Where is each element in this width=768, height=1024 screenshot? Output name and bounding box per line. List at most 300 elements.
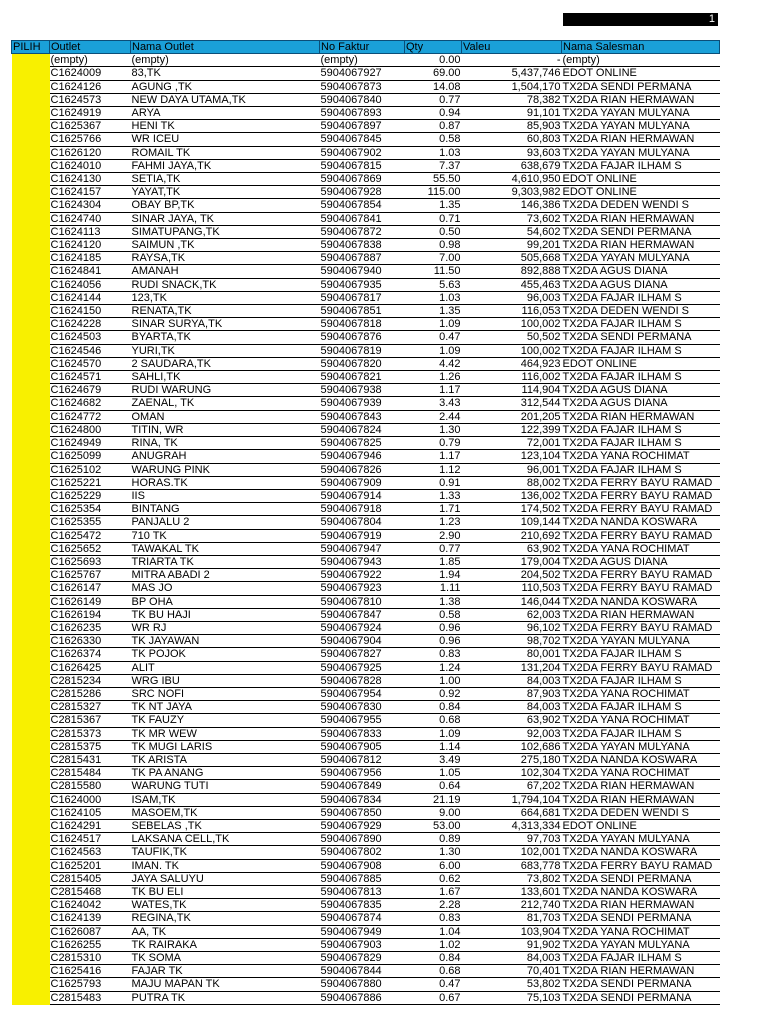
nama-salesman-cell: TX2DA RIAN HERMAWAN [562, 899, 720, 912]
pilih-cell[interactable] [12, 93, 50, 106]
nama-outlet-cell: SAHLI,TK [131, 371, 320, 384]
table-row [12, 833, 720, 846]
valeu-cell: 63,902 [462, 714, 562, 727]
table-row [12, 938, 720, 951]
nama-salesman-cell: TX2DA FERRY BAYU RAMAD [562, 621, 720, 634]
nama-salesman-cell: TX2DA FAJAR ILHAM S [562, 371, 720, 384]
pilih-cell[interactable] [12, 687, 50, 700]
table-row [12, 93, 720, 106]
pilih-cell[interactable] [12, 714, 50, 727]
valeu-cell: 683,778 [462, 859, 562, 872]
pilih-cell[interactable] [12, 450, 50, 463]
outlet-cell: C2815327 [50, 701, 131, 714]
no-faktur-cell: 5904067924 [320, 621, 405, 634]
table-row [12, 846, 720, 859]
pilih-cell[interactable] [12, 239, 50, 252]
nama-salesman-cell: TX2DA FAJAR ILHAM S [562, 291, 720, 304]
pilih-cell[interactable] [12, 252, 50, 265]
pilih-cell[interactable] [12, 648, 50, 661]
no-faktur-cell: 5904067946 [320, 450, 405, 463]
no-faktur-cell: 5904067804 [320, 516, 405, 529]
nama-salesman-cell: TX2DA FERRY BAYU RAMAD [562, 503, 720, 516]
table-row [12, 212, 720, 225]
valeu-cell: 99,201 [462, 239, 562, 252]
pilih-cell[interactable] [12, 912, 50, 925]
qty-cell: 0.83 [405, 912, 462, 925]
qty-cell: 1.35 [405, 199, 462, 212]
pilih-cell[interactable] [12, 727, 50, 740]
outlet-cell: C2815431 [50, 753, 131, 766]
pilih-cell[interactable] [12, 819, 50, 832]
no-faktur-cell: 5904067885 [320, 872, 405, 885]
nama-salesman-cell: TX2DA RIAN HERMAWAN [562, 793, 720, 806]
qty-cell: 1.38 [405, 595, 462, 608]
outlet-cell: C2815580 [50, 780, 131, 793]
no-faktur-cell: 5904067843 [320, 410, 405, 423]
nama-salesman-cell: TX2DA FERRY BAYU RAMAD [562, 859, 720, 872]
nama-outlet-cell: SINAR JAYA, TK [131, 212, 320, 225]
outlet-cell: C1626235 [50, 621, 131, 634]
outlet-cell: C2815405 [50, 872, 131, 885]
pilih-cell[interactable] [12, 476, 50, 489]
pilih-cell[interactable] [12, 991, 50, 1004]
table-row [12, 819, 720, 832]
table-row [12, 767, 720, 780]
pilih-cell[interactable] [12, 503, 50, 516]
qty-cell: 6.00 [405, 859, 462, 872]
outlet-cell: C1624563 [50, 846, 131, 859]
pilih-cell[interactable] [12, 54, 50, 67]
table-row [12, 687, 720, 700]
nama-outlet-cell: RUDI SNACK,TK [131, 278, 320, 291]
qty-cell: 1.09 [405, 727, 462, 740]
no-faktur-cell: 5904067844 [320, 965, 405, 978]
nama-outlet-cell: (empty) [131, 54, 320, 67]
nama-outlet-cell: WATES,TK [131, 899, 320, 912]
qty-cell: 0.62 [405, 872, 462, 885]
table-row [12, 965, 720, 978]
valeu-cell: 50,502 [462, 331, 562, 344]
table-row [12, 54, 720, 67]
nama-salesman-cell: TX2DA DEDEN WENDI S [562, 806, 720, 819]
valeu-cell: 73,802 [462, 872, 562, 885]
table-row [12, 120, 720, 133]
nama-outlet-cell: AMANAH [131, 265, 320, 278]
no-faktur-cell: 5904067956 [320, 767, 405, 780]
nama-salesman-cell: TX2DA RIAN HERMAWAN [562, 608, 720, 621]
nama-outlet-cell: MAS JO [131, 582, 320, 595]
nama-outlet-cell: TAUFIK,TK [131, 846, 320, 859]
outlet-cell: C1624000 [50, 793, 131, 806]
table-row [12, 991, 720, 1004]
outlet-cell: C1624150 [50, 305, 131, 318]
qty-cell: 0.96 [405, 621, 462, 634]
no-faktur-cell: 5904067826 [320, 463, 405, 476]
qty-cell: 1.67 [405, 886, 462, 899]
valeu-cell: 60,803 [462, 133, 562, 146]
valeu-cell: 275,180 [462, 753, 562, 766]
pilih-cell[interactable] [12, 925, 50, 938]
nama-salesman-cell: TX2DA SENDI PERMANA [562, 978, 720, 991]
qty-cell: 0.92 [405, 687, 462, 700]
nama-salesman-cell: TX2DA RIAN HERMAWAN [562, 133, 720, 146]
pilih-cell[interactable] [12, 344, 50, 357]
pilih-cell[interactable] [12, 569, 50, 582]
pilih-cell[interactable] [12, 938, 50, 951]
pilih-cell[interactable] [12, 186, 50, 199]
table-row [12, 635, 720, 648]
valeu-cell: 204,502 [462, 569, 562, 582]
nama-salesman-cell: TX2DA AGUS DIANA [562, 555, 720, 568]
valeu-cell: 136,002 [462, 489, 562, 502]
outlet-cell: C1626149 [50, 595, 131, 608]
no-faktur-cell: 5904067845 [320, 133, 405, 146]
outlet-cell: C1624144 [50, 291, 131, 304]
qty-cell: 69.00 [405, 67, 462, 80]
qty-cell: 11.50 [405, 265, 462, 278]
nama-salesman-cell: TX2DA SENDI PERMANA [562, 80, 720, 93]
no-faktur-cell: 5904067810 [320, 595, 405, 608]
no-faktur-cell: 5904067849 [320, 780, 405, 793]
valeu-cell: 146,044 [462, 595, 562, 608]
nama-outlet-cell: SINAR SURYA,TK [131, 318, 320, 331]
qty-cell: 9.00 [405, 806, 462, 819]
outlet-cell: C1624139 [50, 912, 131, 925]
qty-cell: 3.49 [405, 753, 462, 766]
pilih-cell[interactable] [12, 542, 50, 555]
pilih-cell[interactable] [12, 674, 50, 687]
no-faktur-cell: 5904067949 [320, 925, 405, 938]
qty-cell: 0.68 [405, 714, 462, 727]
valeu-cell: 67,202 [462, 780, 562, 793]
pilih-cell[interactable] [12, 872, 50, 885]
valeu-cell: 638,679 [462, 159, 562, 172]
valeu-cell: 84,003 [462, 674, 562, 687]
qty-cell: 0.68 [405, 965, 462, 978]
nama-outlet-cell: SRC NOFI [131, 687, 320, 700]
pilih-cell[interactable] [12, 793, 50, 806]
header-nama-salesman[interactable]: Nama Salesman [562, 41, 720, 54]
pilih-cell[interactable] [12, 555, 50, 568]
outlet-cell: C1625652 [50, 542, 131, 555]
pilih-cell[interactable] [12, 120, 50, 133]
no-faktur-cell: 5904067939 [320, 397, 405, 410]
pilih-cell[interactable] [12, 661, 50, 674]
pilih-cell[interactable] [12, 278, 50, 291]
valeu-cell: 88,002 [462, 476, 562, 489]
outlet-cell: C1624009 [50, 67, 131, 80]
pilih-cell[interactable] [12, 199, 50, 212]
header-pilih[interactable]: PILIH [12, 41, 50, 54]
valeu-cell: 201,205 [462, 410, 562, 423]
outlet-cell: C1626087 [50, 925, 131, 938]
nama-salesman-cell: TX2DA YANA ROCHIMAT [562, 542, 720, 555]
nama-outlet-cell: HORAS.TK [131, 476, 320, 489]
no-faktur-cell: 5904067935 [320, 278, 405, 291]
valeu-cell: 123,104 [462, 450, 562, 463]
table-row [12, 133, 720, 146]
pilih-cell[interactable] [12, 806, 50, 819]
nama-outlet-cell: ALIT [131, 661, 320, 674]
pilih-cell[interactable] [12, 331, 50, 344]
nama-salesman-cell: TX2DA SENDI PERMANA [562, 912, 720, 925]
no-faktur-cell: 5904067830 [320, 701, 405, 714]
qty-cell: 0.58 [405, 133, 462, 146]
table-row [12, 886, 720, 899]
no-faktur-cell: 5904067841 [320, 212, 405, 225]
nama-outlet-cell: MASOEM,TK [131, 806, 320, 819]
nama-outlet-cell: TK MR WEW [131, 727, 320, 740]
pilih-cell[interactable] [12, 608, 50, 621]
pilih-cell[interactable] [12, 173, 50, 186]
outlet-cell: C1624010 [50, 159, 131, 172]
qty-cell: 1.24 [405, 661, 462, 674]
valeu-cell: 103,904 [462, 925, 562, 938]
table-row [12, 714, 720, 727]
pilih-cell[interactable] [12, 67, 50, 80]
qty-cell: 2.90 [405, 529, 462, 542]
no-faktur-cell: 5904067903 [320, 938, 405, 951]
header-valeu[interactable]: Valeu [462, 41, 562, 54]
valeu-cell: 96,102 [462, 621, 562, 634]
pilih-cell[interactable] [12, 833, 50, 846]
no-faktur-cell: 5904067893 [320, 107, 405, 120]
table-row [12, 753, 720, 766]
pilih-cell[interactable] [12, 437, 50, 450]
outlet-cell: C1625416 [50, 965, 131, 978]
pilih-cell[interactable] [12, 357, 50, 370]
qty-cell: 1.14 [405, 740, 462, 753]
nama-outlet-cell: TK NT JAYA [131, 701, 320, 714]
qty-cell: 1.17 [405, 384, 462, 397]
pilih-cell[interactable] [12, 212, 50, 225]
valeu-cell: 93,603 [462, 146, 562, 159]
no-faktur-cell: 5904067854 [320, 199, 405, 212]
nama-salesman-cell: TX2DA RIAN HERMAWAN [562, 93, 720, 106]
pilih-cell[interactable] [12, 305, 50, 318]
pilih-cell[interactable] [12, 965, 50, 978]
pilih-cell[interactable] [12, 291, 50, 304]
outlet-cell: C2815484 [50, 767, 131, 780]
valeu-cell: 212,740 [462, 899, 562, 912]
outlet-cell: C1625355 [50, 516, 131, 529]
qty-cell: 55.50 [405, 173, 462, 186]
nama-outlet-cell: TK ARISTA [131, 753, 320, 766]
nama-outlet-cell: AGUNG ,TK [131, 80, 320, 93]
table-row [12, 503, 720, 516]
header-row [12, 41, 720, 54]
pilih-cell[interactable] [12, 159, 50, 172]
qty-cell: 1.02 [405, 938, 462, 951]
pilih-cell[interactable] [12, 582, 50, 595]
valeu-cell: 78,382 [462, 93, 562, 106]
valeu-cell: 72,001 [462, 437, 562, 450]
nama-outlet-cell: AA, TK [131, 925, 320, 938]
nama-salesman-cell: TX2DA SENDI PERMANA [562, 331, 720, 344]
no-faktur-cell: 5904067829 [320, 952, 405, 965]
pilih-cell[interactable] [12, 410, 50, 423]
pilih-cell[interactable] [12, 463, 50, 476]
pilih-cell[interactable] [12, 318, 50, 331]
pilih-cell[interactable] [12, 529, 50, 542]
outlet-cell: C1626425 [50, 661, 131, 674]
table-row [12, 740, 720, 753]
pilih-cell[interactable] [12, 516, 50, 529]
pilih-cell[interactable] [12, 740, 50, 753]
qty-cell: 1.71 [405, 503, 462, 516]
header-nama-outlet[interactable]: Nama Outlet [131, 41, 320, 54]
table-row [12, 291, 720, 304]
nama-salesman-cell: TX2DA FAJAR ILHAM S [562, 437, 720, 450]
qty-cell: 7.37 [405, 159, 462, 172]
pilih-cell[interactable] [12, 80, 50, 93]
no-faktur-cell: 5904067827 [320, 648, 405, 661]
pilih-cell[interactable] [12, 107, 50, 120]
nama-outlet-cell: SAIMUN ,TK [131, 239, 320, 252]
nama-outlet-cell: MITRA ABADI 2 [131, 569, 320, 582]
nama-outlet-cell: BP OHA [131, 595, 320, 608]
outlet-cell: C1625229 [50, 489, 131, 502]
qty-cell: 0.58 [405, 608, 462, 621]
pilih-cell[interactable] [12, 133, 50, 146]
no-faktur-cell: 5904067833 [320, 727, 405, 740]
valeu-cell: 174,502 [462, 503, 562, 516]
table-row [12, 489, 720, 502]
outlet-cell: C2815367 [50, 714, 131, 727]
no-faktur-cell: 5904067918 [320, 503, 405, 516]
outlet-cell: C1624573 [50, 93, 131, 106]
pilih-cell[interactable] [12, 780, 50, 793]
outlet-cell: C1625767 [50, 569, 131, 582]
pilih-cell[interactable] [12, 635, 50, 648]
table-row [12, 384, 720, 397]
table-row [12, 859, 720, 872]
header-outlet[interactable]: Outlet [50, 41, 131, 54]
pilih-cell[interactable] [12, 952, 50, 965]
outlet-cell: C1624105 [50, 806, 131, 819]
valeu-cell: 53,802 [462, 978, 562, 991]
valeu-cell: - [462, 54, 562, 67]
qty-cell: 0.91 [405, 476, 462, 489]
nama-outlet-cell: OBAY BP,TK [131, 199, 320, 212]
valeu-cell: 133,601 [462, 886, 562, 899]
pilih-cell[interactable] [12, 265, 50, 278]
qty-cell: 0.96 [405, 635, 462, 648]
outlet-cell: C1624800 [50, 423, 131, 436]
outlet-cell: C1625354 [50, 503, 131, 516]
nama-salesman-cell: TX2DA FAJAR ILHAM S [562, 952, 720, 965]
nama-salesman-cell: TX2DA AGUS DIANA [562, 397, 720, 410]
table-row [12, 872, 720, 885]
outlet-cell: C1624120 [50, 239, 131, 252]
nama-outlet-cell: FAJAR TK [131, 965, 320, 978]
pilih-cell[interactable] [12, 899, 50, 912]
pilih-cell[interactable] [12, 859, 50, 872]
pilih-cell[interactable] [12, 489, 50, 502]
qty-cell: 2.44 [405, 410, 462, 423]
pilih-cell[interactable] [12, 701, 50, 714]
outlet-cell: C1625693 [50, 555, 131, 568]
no-faktur-cell: 5904067887 [320, 252, 405, 265]
pilih-cell[interactable] [12, 595, 50, 608]
nama-outlet-cell: RAYSA,TK [131, 252, 320, 265]
table-row [12, 529, 720, 542]
table-row [12, 912, 720, 925]
nama-outlet-cell: YURI,TK [131, 344, 320, 357]
table-row [12, 344, 720, 357]
pilih-cell[interactable] [12, 397, 50, 410]
nama-outlet-cell: WARUNG PINK [131, 463, 320, 476]
nama-salesman-cell: TX2DA RIAN HERMAWAN [562, 212, 720, 225]
nama-salesman-cell: TX2DA YANA ROCHIMAT [562, 687, 720, 700]
nama-salesman-cell: TX2DA YANA ROCHIMAT [562, 767, 720, 780]
table-row [12, 423, 720, 436]
no-faktur-cell: 5904067955 [320, 714, 405, 727]
pilih-cell[interactable] [12, 621, 50, 634]
outlet-cell: C1624042 [50, 899, 131, 912]
qty-cell: 0.84 [405, 952, 462, 965]
nama-salesman-cell: TX2DA FAJAR ILHAM S [562, 423, 720, 436]
nama-salesman-cell: TX2DA SENDI PERMANA [562, 872, 720, 885]
table-row [12, 621, 720, 634]
header-qty[interactable]: Qty [405, 41, 462, 54]
pilih-cell[interactable] [12, 384, 50, 397]
pilih-cell[interactable] [12, 225, 50, 238]
pilih-cell[interactable] [12, 767, 50, 780]
outlet-cell: C1626374 [50, 648, 131, 661]
no-faktur-cell: 5904067927 [320, 67, 405, 80]
nama-outlet-cell: TK MUGI LARIS [131, 740, 320, 753]
table-row [12, 397, 720, 410]
nama-salesman-cell: TX2DA RIAN HERMAWAN [562, 965, 720, 978]
pilih-cell[interactable] [12, 753, 50, 766]
nama-outlet-cell: TK RAIRAKA [131, 938, 320, 951]
outlet-cell: C1624841 [50, 265, 131, 278]
no-faktur-cell: 5904067914 [320, 489, 405, 502]
nama-outlet-cell: TK PA ANANG [131, 767, 320, 780]
qty-cell: 21.19 [405, 793, 462, 806]
nama-salesman-cell: TX2DA YAYAN MULYANA [562, 740, 720, 753]
nama-salesman-cell: TX2DA RIAN HERMAWAN [562, 410, 720, 423]
pilih-cell[interactable] [12, 423, 50, 436]
nama-salesman-cell: TX2DA YANA ROCHIMAT [562, 714, 720, 727]
no-faktur-cell: 5904067923 [320, 582, 405, 595]
pilih-cell[interactable] [12, 371, 50, 384]
outlet-cell: C1625766 [50, 133, 131, 146]
valeu-cell: 116,053 [462, 305, 562, 318]
qty-cell: 1.17 [405, 450, 462, 463]
pilih-cell[interactable] [12, 978, 50, 991]
valeu-cell: 131,204 [462, 661, 562, 674]
nama-salesman-cell: EDOT ONLINE [562, 186, 720, 199]
no-faktur-cell: 5904067813 [320, 886, 405, 899]
table-row [12, 450, 720, 463]
pilih-cell[interactable] [12, 146, 50, 159]
outlet-cell: C2815375 [50, 740, 131, 753]
qty-cell: 0.50 [405, 225, 462, 238]
pilih-cell[interactable] [12, 886, 50, 899]
table-row [12, 67, 720, 80]
nama-outlet-cell: RUDI WARUNG [131, 384, 320, 397]
pilih-cell[interactable] [12, 846, 50, 859]
table-row [12, 265, 720, 278]
nama-salesman-cell: TX2DA FERRY BAYU RAMAD [562, 661, 720, 674]
nama-outlet-cell: MAJU MAPAN TK [131, 978, 320, 991]
nama-salesman-cell: TX2DA FAJAR ILHAM S [562, 648, 720, 661]
qty-cell: 1.03 [405, 291, 462, 304]
header-no-faktur[interactable]: No Faktur [320, 41, 405, 54]
valeu-cell: 109,144 [462, 516, 562, 529]
